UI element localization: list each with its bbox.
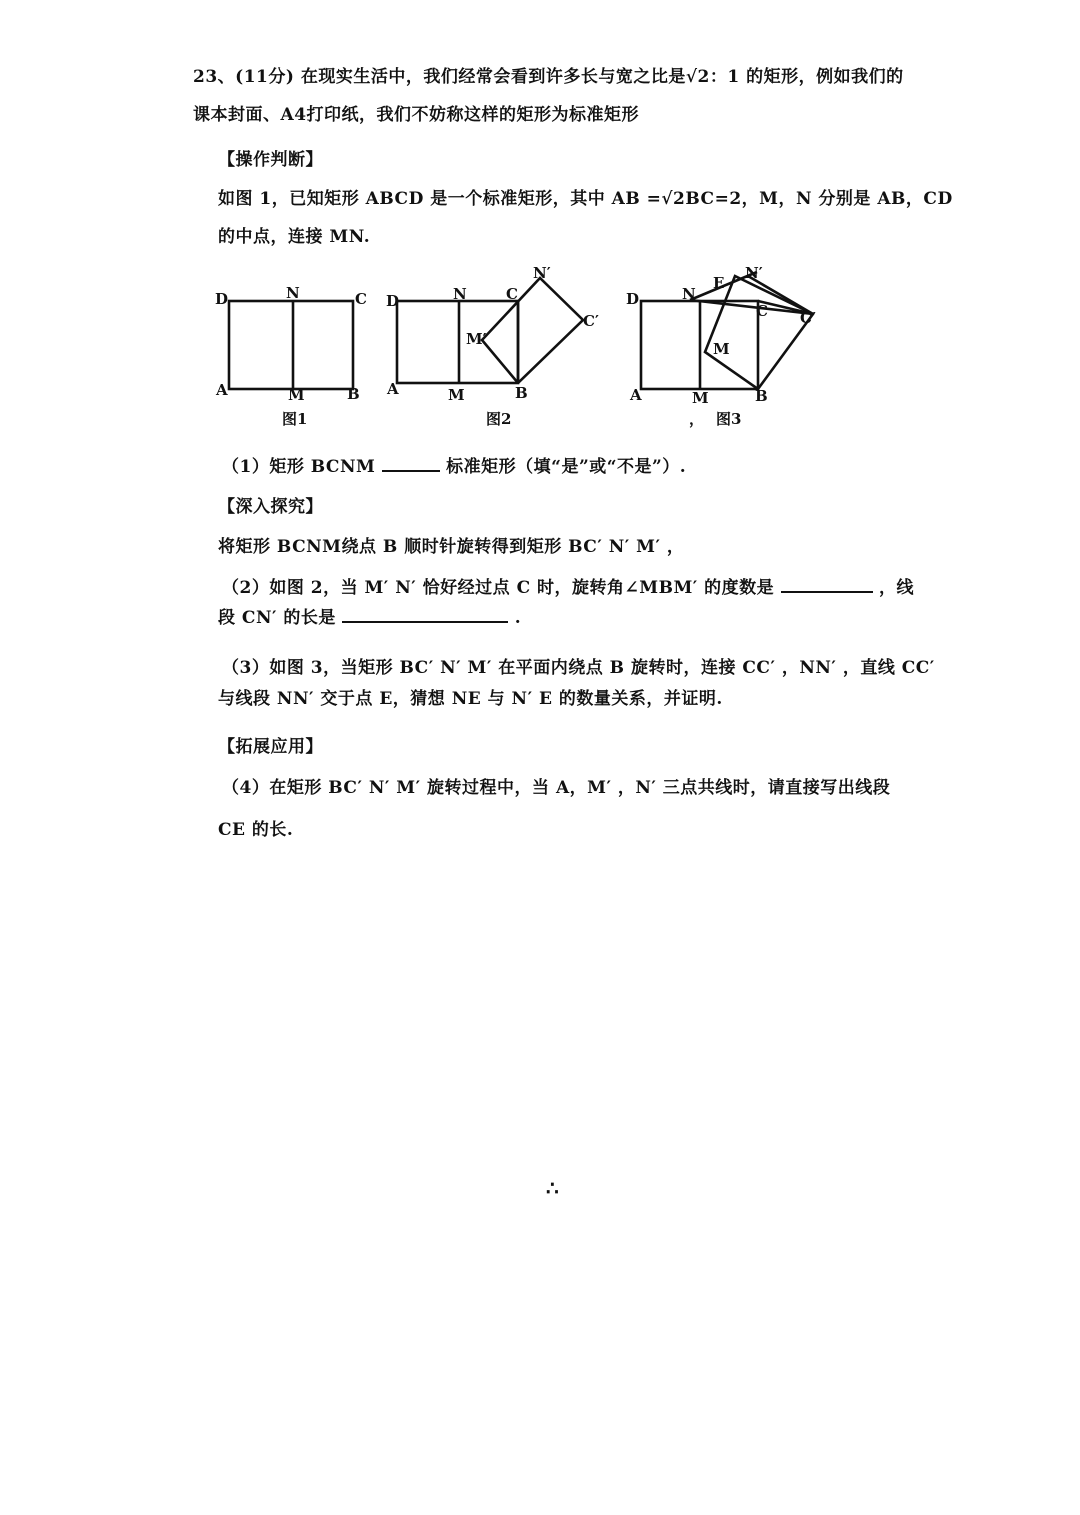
figure-2 [397, 278, 583, 383]
q1-text-after: 标准矩形（填“是”或“不是”）. [446, 457, 687, 477]
fig1-label-C: C [355, 290, 367, 308]
given-line-2: 的中点，连接 MN. [218, 227, 371, 247]
fig3-separator: ， [689, 410, 705, 428]
q2-length-answer-blank[interactable] [342, 607, 508, 623]
fig3-label-C-prime: C′ [800, 309, 816, 327]
fig3-label-N: N [682, 285, 696, 303]
fig2-label-C: C [506, 285, 518, 303]
fig3-label-A: A [630, 386, 642, 404]
fig3-label-B: B [755, 387, 768, 405]
fig2-caption: 图2 [486, 410, 512, 428]
fig3-caption: 图3 [716, 410, 742, 428]
rotation-description: 将矩形 BCNM绕点 B 顺时针旋转得到矩形 BC′ N′ M′ ， [218, 537, 685, 557]
figure-1 [229, 301, 353, 389]
fig1-label-A: A [216, 381, 228, 399]
fig1-label-B: B [347, 385, 360, 403]
q1-answer-blank[interactable] [382, 456, 440, 472]
question-3-line-2: 与线段 NN′ 交于点 E，猜想 NE 与 N′ E 的数量关系，并证明. [218, 689, 723, 709]
fig1-label-D: D [215, 290, 229, 308]
fig2-label-D: D [386, 292, 400, 310]
fig1-label-N: N [286, 284, 300, 302]
fig2-label-M-prime: M′ [466, 330, 487, 348]
fig2-label-B: B [515, 384, 528, 402]
q2-line2-text-after: . [514, 608, 522, 628]
geometry-figures [0, 0, 1080, 440]
q2-line2-text-before: 段 CN′ 的长是 [218, 608, 336, 628]
fig2-label-N: N [453, 285, 467, 303]
question-2-line-1 [222, 573, 914, 598]
q1-text-before: （1）矩形 BCNM [222, 457, 376, 477]
fig1-caption: 图1 [282, 410, 308, 428]
fig3-label-N-prime: N′ [745, 264, 763, 282]
fig2-label-M: M [448, 386, 465, 404]
footer-mark: ∴ [546, 1176, 559, 1200]
section-extended-application: 【拓展应用】 [218, 737, 323, 757]
intro-line-2: 课本封面、A4打印纸，我们不妨称这样的矩形为标准矩形 [193, 105, 640, 125]
fig3-label-D: D [626, 290, 640, 308]
question-4-line-2: CE 的长. [218, 820, 294, 840]
section-deep-exploration: 【深入探究】 [218, 497, 323, 517]
question-2-line-2 [218, 603, 521, 628]
q2-angle-answer-blank[interactable] [781, 577, 873, 593]
fig1-label-M: M [288, 386, 305, 404]
figure-3 [641, 272, 813, 389]
fig3-label-E: E [713, 274, 725, 292]
q2-text-after: ，线 [879, 578, 915, 598]
intro-line-1: 23、(11分) 在现实生活中，我们经常会看到许多长与宽之比是√2：1 的矩形，例如我们的 [193, 67, 904, 87]
section-operation-judgment: 【操作判断】 [218, 150, 323, 170]
question-4-line-1: （4）在矩形 BC′ N′ M′ 旋转过程中，当 A，M′ ，N′ 三点共线时，请直接写出线段 [222, 778, 891, 798]
given-line-1: 如图 1，已知矩形 ABCD 是一个标准矩形，其中 AB =√2BC=2，M，N 分别是 AB，CD [218, 189, 953, 209]
question-3-line-1: （3）如图 3，当矩形 BC′ N′ M′ 在平面内绕点 B 旋转时，连接 CC′ ，NN′ ，直线 CC′ [222, 658, 935, 678]
fig2-label-C-prime: C′ [583, 312, 599, 330]
fig3-label-C: C [756, 302, 768, 320]
q2-text-before: （2）如图 2，当 M′ N′ 恰好经过点 C 时，旋转角∠MBM′ 的度数是 [222, 578, 775, 598]
question-1 [222, 452, 686, 477]
fig2-label-N-prime: N′ [533, 264, 551, 282]
fig3-label-M: M [692, 389, 709, 407]
fig3-label-M-prime: M [713, 340, 730, 358]
fig2-label-A: A [387, 380, 399, 398]
